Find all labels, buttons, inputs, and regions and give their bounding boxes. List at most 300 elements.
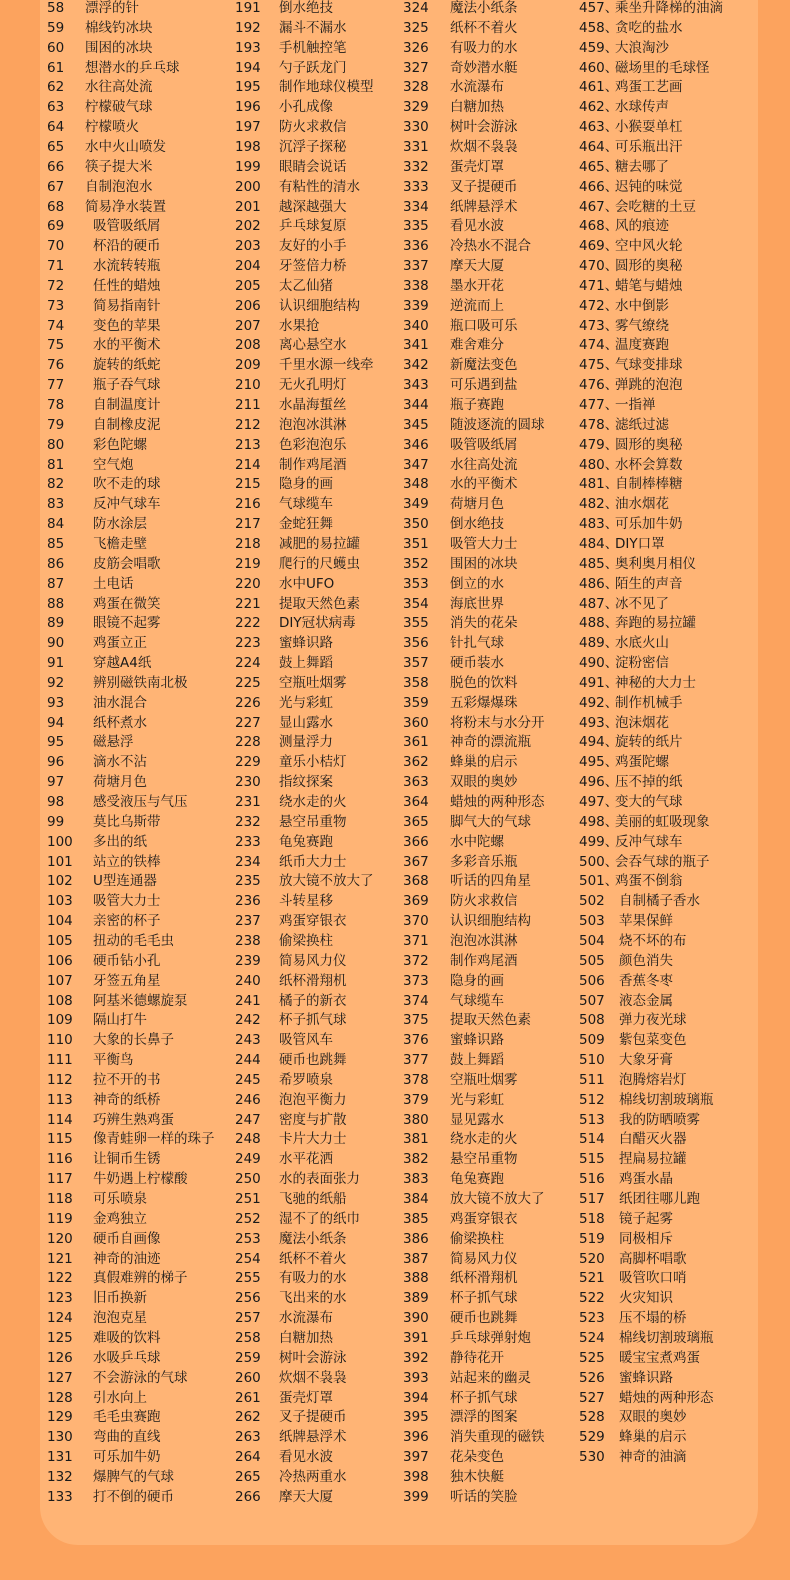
item-title: 拉不开的书 xyxy=(93,1071,161,1088)
item-number: 479、 xyxy=(579,436,619,453)
item-number: 529 xyxy=(579,1429,605,1446)
item-title: U型连通器 xyxy=(93,873,157,890)
item-number: 516 xyxy=(579,1171,605,1188)
item-title: 蜡烛的两种形态 xyxy=(619,1389,714,1406)
item-title: 神奇的漂流瓶 xyxy=(450,734,531,751)
item-title: 迟钝的味觉 xyxy=(615,178,683,195)
item-title: 吸管吹口哨 xyxy=(619,1270,687,1287)
item-number: 336 xyxy=(403,238,429,255)
item-number: 229 xyxy=(235,754,261,771)
item-number: 89 xyxy=(47,615,65,632)
item-title: 自制橡皮泥 xyxy=(93,416,161,433)
item-number: 521 xyxy=(579,1270,605,1287)
item-title: 爬行的尺蠖虫 xyxy=(279,555,360,572)
item-title: 蜂巢的启示 xyxy=(450,754,518,771)
item-title: 吹不走的球 xyxy=(93,476,161,493)
item-title: 真假难辨的梯子 xyxy=(93,1270,188,1287)
item-number: 108 xyxy=(47,992,73,1009)
item-title: 阿基米德螺旋泵 xyxy=(93,992,188,1009)
item-title: 密度与扩散 xyxy=(279,1111,347,1128)
item-title: 烧不坏的布 xyxy=(619,932,687,949)
item-title: 扭动的毛毛虫 xyxy=(93,932,174,949)
item-number: 75 xyxy=(47,337,65,354)
item-title: 越深越强大 xyxy=(279,198,347,215)
item-number: 391 xyxy=(403,1329,429,1346)
item-title: 纸杯不着火 xyxy=(450,19,518,36)
item-title: 指纹探案 xyxy=(279,774,333,791)
item-number: 98 xyxy=(47,794,65,810)
item-title: 风的痕迹 xyxy=(615,218,669,235)
item-title: 硬币装水 xyxy=(450,655,504,672)
item-title: 温度赛跑 xyxy=(615,337,669,354)
item-title: 水中火山喷发 xyxy=(85,138,166,155)
item-number: 468、 xyxy=(579,218,619,235)
item-title: 糖去哪了 xyxy=(615,158,669,175)
item-number: 63 xyxy=(47,99,65,116)
item-title: 神秘的大力士 xyxy=(615,674,696,691)
item-title: 逆流而上 xyxy=(450,297,504,314)
item-number: 393 xyxy=(403,1369,429,1386)
item-title: 希罗喷泉 xyxy=(279,1071,333,1088)
item-number: 115 xyxy=(47,1131,73,1148)
item-title: 友好的小手 xyxy=(279,238,347,255)
item-number: 345 xyxy=(403,416,429,433)
item-number: 109 xyxy=(47,1012,73,1029)
item-number: 339 xyxy=(403,297,429,314)
item-title: 白糖加热 xyxy=(450,99,504,116)
item-title: 鸡蛋立正 xyxy=(93,635,147,652)
item-title: 皮筋会唱歌 xyxy=(93,555,161,572)
item-title: 蜡烛的两种形态 xyxy=(450,794,545,810)
item-number: 487、 xyxy=(579,595,619,612)
item-number: 477、 xyxy=(579,397,619,413)
item-title: 杯沿的硬币 xyxy=(93,238,161,255)
item-title: 偷梁换柱 xyxy=(450,1230,504,1247)
item-title: 蜜蜂识路 xyxy=(450,1032,504,1049)
item-number: 473、 xyxy=(579,317,619,334)
item-number: 359 xyxy=(403,694,429,711)
item-number: 129 xyxy=(47,1409,73,1426)
item-number: 376 xyxy=(403,1032,429,1049)
item-title: 测量浮力 xyxy=(279,734,333,751)
item-title: 彩色陀螺 xyxy=(93,436,147,453)
item-number: 511 xyxy=(579,1071,605,1088)
item-title: 磁悬浮 xyxy=(93,734,134,751)
item-number: 470、 xyxy=(579,258,619,275)
item-title: 悬空吊重物 xyxy=(450,1151,518,1168)
item-title: 摩天大厦 xyxy=(450,258,504,275)
item-number: 258 xyxy=(235,1329,261,1346)
item-title: 色彩泡泡乐 xyxy=(279,436,347,453)
item-title: 吸管大力士 xyxy=(450,535,518,552)
item-number: 206 xyxy=(235,297,261,314)
item-number: 264 xyxy=(235,1449,261,1466)
item-title: 荷塘月色 xyxy=(450,496,504,513)
item-title: 可乐加牛奶 xyxy=(93,1449,161,1466)
item-number: 101 xyxy=(47,853,73,870)
item-title: 空气炮 xyxy=(93,456,134,473)
item-number: 194 xyxy=(235,59,261,76)
item-title: 冰不见了 xyxy=(615,595,669,612)
item-title: 雾气缭绕 xyxy=(615,317,669,334)
item-title: 小猴耍单杠 xyxy=(615,119,683,136)
item-title: 筷子提大米 xyxy=(85,158,153,175)
item-number: 462、 xyxy=(579,99,619,116)
item-number: 131 xyxy=(47,1449,73,1466)
item-number: 244 xyxy=(235,1052,261,1069)
item-title: 棉线切割玻璃瓶 xyxy=(619,1091,714,1108)
item-number: 107 xyxy=(47,972,73,989)
item-number: 70 xyxy=(47,238,65,255)
item-title: 液态金属 xyxy=(619,992,673,1009)
item-number: 347 xyxy=(403,456,429,473)
item-number: 503 xyxy=(579,913,605,930)
item-number: 488、 xyxy=(579,615,619,632)
item-title: 湿不了的纸巾 xyxy=(279,1210,360,1227)
item-number: 83 xyxy=(47,496,65,513)
item-number: 367 xyxy=(403,853,429,870)
item-title: 蜂巢的启示 xyxy=(619,1429,687,1446)
item-number: 203 xyxy=(235,238,261,255)
item-title: 太乙仙猪 xyxy=(279,277,333,294)
item-title: 魔法小纸条 xyxy=(279,1230,347,1247)
item-title: 可乐加牛奶 xyxy=(615,516,683,533)
item-title: 悬空吊重物 xyxy=(279,813,347,830)
item-title: 隔山打牛 xyxy=(93,1012,147,1029)
item-title: 倒水绝技 xyxy=(279,0,333,16)
item-title: 独木快艇 xyxy=(450,1468,504,1485)
item-number: 252 xyxy=(235,1210,261,1227)
item-title: 难吸的饮料 xyxy=(93,1329,161,1346)
item-number: 504 xyxy=(579,932,605,949)
item-number: 237 xyxy=(235,913,261,930)
item-number: 88 xyxy=(47,595,65,612)
item-number: 65 xyxy=(47,138,65,155)
item-title: 反冲气球车 xyxy=(93,496,161,513)
item-title: 神奇的油迹 xyxy=(93,1250,161,1267)
item-title: 针扎气球 xyxy=(450,635,504,652)
item-title: 将粉末与水分开 xyxy=(450,714,545,731)
item-number: 72 xyxy=(47,277,65,294)
item-number: 348 xyxy=(403,476,429,493)
item-title: 防水涂层 xyxy=(93,516,147,533)
item-title: 纸团往哪儿跑 xyxy=(619,1191,700,1207)
item-title: 杯子抓气球 xyxy=(450,1389,518,1406)
item-title: 炊烟不袅袅 xyxy=(450,138,518,155)
item-number: 216 xyxy=(235,496,261,513)
item-title: 瓶子赛跑 xyxy=(450,397,504,413)
item-title: 看见水波 xyxy=(279,1449,333,1466)
item-title: 认识细胞结构 xyxy=(279,297,360,314)
item-title: 龟兔赛跑 xyxy=(279,833,333,850)
item-title: 美丽的虹吸现象 xyxy=(615,813,710,830)
item-title: 水的平衡术 xyxy=(93,337,161,354)
item-number: 92 xyxy=(47,674,65,691)
item-title: 听话的笑脸 xyxy=(450,1488,518,1505)
item-title: 纸杯不着火 xyxy=(279,1250,347,1267)
item-title: 会吃糖的土豆 xyxy=(615,198,696,215)
item-number: 121 xyxy=(47,1250,73,1267)
item-title: 水吸乒乓球 xyxy=(93,1349,161,1366)
item-number: 524 xyxy=(579,1329,605,1346)
item-title: 自制温度计 xyxy=(93,397,161,413)
item-title: 提取天然色素 xyxy=(450,1012,531,1029)
item-number: 126 xyxy=(47,1349,73,1366)
item-title: 龟兔赛跑 xyxy=(450,1171,504,1188)
item-title: 树叶会游泳 xyxy=(279,1349,347,1366)
item-number: 333 xyxy=(403,178,429,195)
item-number: 486、 xyxy=(579,575,619,592)
item-title: 无火孔明灯 xyxy=(279,377,347,394)
item-number: 490、 xyxy=(579,655,619,672)
item-title: 新魔法变色 xyxy=(450,357,518,374)
item-title: 泡沫烟花 xyxy=(615,714,669,731)
item-number: 225 xyxy=(235,674,261,691)
item-number: 251 xyxy=(235,1191,261,1207)
item-number: 389 xyxy=(403,1290,429,1307)
item-number: 123 xyxy=(47,1290,73,1307)
item-title: 脱色的饮料 xyxy=(450,674,518,691)
item-number: 80 xyxy=(47,436,65,453)
item-title: 水流转转瓶 xyxy=(93,258,161,275)
item-title: 飞檐走壁 xyxy=(93,535,147,552)
item-title: 弹跳的泡泡 xyxy=(615,377,683,394)
item-number: 369 xyxy=(403,893,429,910)
item-title: 油水烟花 xyxy=(615,496,669,513)
item-number: 482、 xyxy=(579,496,619,513)
item-number: 342 xyxy=(403,357,429,374)
item-title: 鼓上舞蹈 xyxy=(450,1052,504,1069)
item-number: 110 xyxy=(47,1032,73,1049)
item-number: 233 xyxy=(235,833,261,850)
item-number: 485、 xyxy=(579,555,619,572)
item-number: 466、 xyxy=(579,178,619,195)
item-number: 379 xyxy=(403,1091,429,1108)
item-number: 396 xyxy=(403,1429,429,1446)
item-number: 61 xyxy=(47,59,65,76)
item-title: 颜色消失 xyxy=(619,952,673,969)
item-title: 白糖加热 xyxy=(279,1329,333,1346)
item-title: 多彩音乐瓶 xyxy=(450,853,518,870)
item-number: 64 xyxy=(47,119,65,136)
item-number: 60 xyxy=(47,39,65,56)
item-title: 静待花开 xyxy=(450,1349,504,1366)
item-title: 放大镜不放大了 xyxy=(450,1191,545,1207)
item-number: 464、 xyxy=(579,138,619,155)
item-title: 让铜币生锈 xyxy=(93,1151,161,1168)
item-title: 水杯会算数 xyxy=(615,456,683,473)
item-number: 364 xyxy=(403,794,429,810)
item-number: 59 xyxy=(47,19,65,36)
item-title: 平衡鸟 xyxy=(93,1052,134,1069)
item-number: 378 xyxy=(403,1071,429,1088)
item-number: 480、 xyxy=(579,456,619,473)
item-number: 375 xyxy=(403,1012,429,1029)
item-number: 458、 xyxy=(579,19,619,36)
item-title: 金鸡独立 xyxy=(93,1210,147,1227)
item-number: 248 xyxy=(235,1131,261,1148)
item-number: 255 xyxy=(235,1270,261,1287)
item-number: 523 xyxy=(579,1310,605,1327)
item-title: 棉线钓冰块 xyxy=(85,19,153,36)
item-number: 74 xyxy=(47,317,65,334)
item-number: 518 xyxy=(579,1210,605,1227)
item-title: 围困的冰块 xyxy=(450,555,518,572)
item-number: 509 xyxy=(579,1032,605,1049)
item-title: 气球变排球 xyxy=(615,357,683,374)
item-title: 牛奶遇上柠檬酸 xyxy=(93,1171,188,1188)
item-number: 380 xyxy=(403,1111,429,1128)
item-number: 77 xyxy=(47,377,65,394)
item-title: 制作地球仪模型 xyxy=(279,79,374,96)
item-title: 绕水走的火 xyxy=(279,794,347,810)
item-number: 472、 xyxy=(579,297,619,314)
item-title: 硬币钻小孔 xyxy=(93,952,161,969)
item-title: 蜡笔与蜡烛 xyxy=(615,277,683,294)
item-number: 491、 xyxy=(579,674,619,691)
item-title: 水中UFO xyxy=(279,575,335,592)
item-title: 白醋灭火器 xyxy=(619,1131,687,1148)
item-title: 苹果保鲜 xyxy=(619,913,673,930)
item-title: 反冲气球车 xyxy=(615,833,683,850)
item-number: 97 xyxy=(47,774,65,791)
item-title: 柠檬喷火 xyxy=(85,119,139,136)
item-number: 231 xyxy=(235,794,261,810)
item-number: 191 xyxy=(235,0,261,16)
item-title: 倒立的水 xyxy=(450,575,504,592)
item-number: 467、 xyxy=(579,198,619,215)
item-title: 想潜水的乒乓球 xyxy=(85,59,180,76)
item-number: 337 xyxy=(403,258,429,275)
item-number: 392 xyxy=(403,1349,429,1366)
item-title: 自制橘子香水 xyxy=(619,893,700,910)
item-number: 395 xyxy=(403,1409,429,1426)
item-title: 可乐喷泉 xyxy=(93,1191,147,1207)
item-number: 215 xyxy=(235,476,261,493)
item-number: 99 xyxy=(47,813,65,830)
item-number: 94 xyxy=(47,714,65,731)
item-number: 383 xyxy=(403,1171,429,1188)
item-title: 鸡蛋在微笑 xyxy=(93,595,161,612)
item-number: 349 xyxy=(403,496,429,513)
item-number: 356 xyxy=(403,635,429,652)
item-title: 我的防晒喷雾 xyxy=(619,1111,700,1128)
item-number: 230 xyxy=(235,774,261,791)
item-number: 512 xyxy=(579,1091,605,1108)
item-number: 352 xyxy=(403,555,429,572)
item-title: 捏扁易拉罐 xyxy=(619,1151,687,1168)
item-number: 475、 xyxy=(579,357,619,374)
item-number: 256 xyxy=(235,1290,261,1307)
item-title: 五彩爆爆珠 xyxy=(450,694,518,711)
item-title: 纸币大力士 xyxy=(279,853,347,870)
item-number: 118 xyxy=(47,1191,73,1207)
item-title: 简易风力仪 xyxy=(450,1250,518,1267)
item-number: 522 xyxy=(579,1290,605,1307)
item-title: 硬币也跳舞 xyxy=(279,1052,347,1069)
item-title: 简易净水装置 xyxy=(85,198,166,215)
item-title: 站起来的幽灵 xyxy=(450,1369,531,1386)
item-title: 金蛇狂舞 xyxy=(279,516,333,533)
item-title: 提取天然色素 xyxy=(279,595,360,612)
item-number: 515 xyxy=(579,1151,605,1168)
item-number: 513 xyxy=(579,1111,605,1128)
item-number: 517 xyxy=(579,1191,605,1207)
item-title: 暖宝宝煮鸡蛋 xyxy=(619,1349,700,1366)
item-number: 71 xyxy=(47,258,65,275)
item-title: 叉子提硬币 xyxy=(279,1409,347,1426)
item-title: 显山露水 xyxy=(279,714,333,731)
item-number: 340 xyxy=(403,317,429,334)
item-number: 81 xyxy=(47,456,65,473)
item-number: 85 xyxy=(47,535,65,552)
item-number: 79 xyxy=(47,416,65,433)
item-number: 220 xyxy=(235,575,261,592)
item-title: 像青蛙卵一样的珠子 xyxy=(93,1131,215,1148)
item-number: 120 xyxy=(47,1230,73,1247)
item-title: 火灾知识 xyxy=(619,1290,673,1307)
item-number: 350 xyxy=(403,516,429,533)
item-number: 102 xyxy=(47,873,73,890)
item-title: 硬币自画像 xyxy=(93,1230,161,1247)
item-title: 神奇的纸桥 xyxy=(93,1091,161,1108)
item-number: 496、 xyxy=(579,774,619,791)
item-title: 水流瀑布 xyxy=(450,79,504,96)
item-title: 沉浮子探秘 xyxy=(279,138,347,155)
item-number: 207 xyxy=(235,317,261,334)
item-number: 370 xyxy=(403,913,429,930)
item-number: 332 xyxy=(403,158,429,175)
item-title: 放大镜不放大了 xyxy=(279,873,374,890)
item-title: 小孔成像 xyxy=(279,99,333,116)
item-title: 防火求救信 xyxy=(279,119,347,136)
item-number: 257 xyxy=(235,1310,261,1327)
item-number: 497、 xyxy=(579,794,619,810)
item-number: 234 xyxy=(235,853,261,870)
item-title: 磁场里的毛球怪 xyxy=(615,59,710,76)
item-number: 69 xyxy=(47,218,65,235)
item-number: 469、 xyxy=(579,238,619,255)
item-title: 手机触控笔 xyxy=(279,39,347,56)
item-number: 128 xyxy=(47,1389,73,1406)
item-title: DIY口罩 xyxy=(615,535,665,552)
item-title: 圆形的奥秘 xyxy=(615,436,683,453)
item-number: 103 xyxy=(47,893,73,910)
item-title: 巧辨生熟鸡蛋 xyxy=(93,1111,174,1128)
item-number: 478、 xyxy=(579,416,619,433)
item-title: 鸡蛋工艺画 xyxy=(615,79,683,96)
item-number: 82 xyxy=(47,476,65,493)
item-title: 神奇的油滴 xyxy=(619,1449,687,1466)
item-number: 331 xyxy=(403,138,429,155)
item-number: 236 xyxy=(235,893,261,910)
item-number: 510 xyxy=(579,1052,605,1069)
item-number: 114 xyxy=(47,1111,73,1128)
item-number: 58 xyxy=(47,0,65,16)
item-number: 238 xyxy=(235,932,261,949)
item-title: 冷热水不混合 xyxy=(450,238,531,255)
item-number: 355 xyxy=(403,615,429,632)
item-number: 388 xyxy=(403,1270,429,1287)
item-title: 空中风火轮 xyxy=(615,238,683,255)
item-title: 旋转的纸片 xyxy=(615,734,683,751)
item-title: 简易指南针 xyxy=(93,297,161,314)
item-number: 219 xyxy=(235,555,261,572)
item-number: 500、 xyxy=(579,853,619,870)
item-title: 乒乓球弹射炮 xyxy=(450,1329,531,1346)
item-number: 505 xyxy=(579,952,605,969)
item-title: 水的平衡术 xyxy=(450,476,518,493)
